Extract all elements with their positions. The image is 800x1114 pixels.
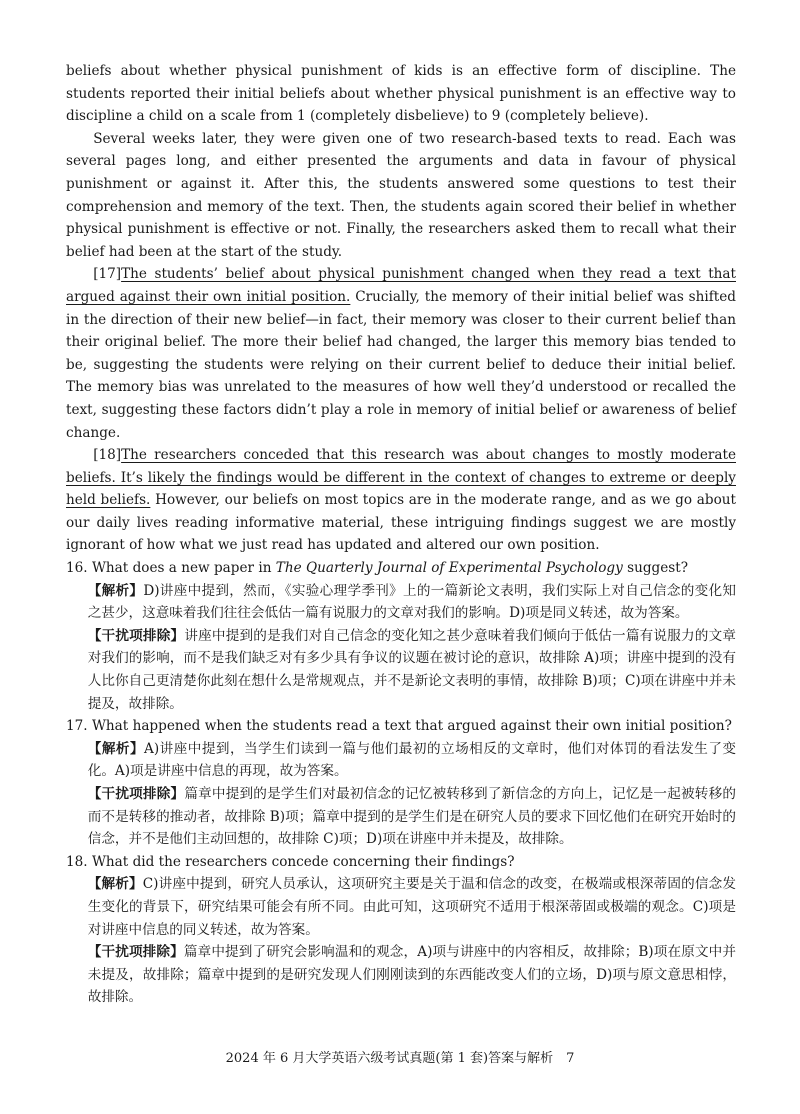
distractor-18	[66, 941, 736, 1009]
distractor-text: 讲座中提到的是我们对自己信念的变化知之甚少意味着我们倾向于低估一篇有说服力的文章对我们的影响，而不是我们缺乏对有多少具有争议的议题在被讨论的意识，故排除 A)项；讲座中提到的没有人比你自己更清楚你此刻在想什么是常规观点，并不是新论文表明的事情，故排除 B)项；C)项在讲座中并未提及，故排除。	[87, 627, 736, 712]
analysis-tag: 【解析】	[87, 582, 144, 599]
analysis-text: C)讲座中提到，研究人员承认，这项研究主要是关于温和信念的改变，在极端或根深蒂固的信念发生变化的背景下，研究结果可能会有所不同。由此可知，这项研究不适用于根深蒂固或极端的观念。C)项是对讲座中信息的同义转述，故为答案。	[87, 876, 737, 938]
question-marker-18: [18]	[93, 447, 122, 464]
passage-paragraph-1: beliefs about whether physical punishment of kids is an effective form of discipline. The students reported their initial beliefs about whether physical punishment is an effective way to discipline a child on a scale from 1 (completely disbelieve) to 9 (completely believe).	[66, 63, 736, 125]
distractor-tag: 【干扰项排除】	[87, 627, 185, 644]
distractor-16	[66, 625, 736, 715]
page-footer: 2024 年 6 月大学英语六级考试真题(第 1 套)答案与解析 7	[225, 1051, 575, 1066]
question-16	[66, 557, 736, 580]
question-text: What happened when the students read a text that argued against their own initial position?	[91, 718, 732, 735]
passage-paragraph-3	[66, 263, 736, 444]
question-text-end: suggest?	[622, 560, 689, 577]
question-text: What did the researchers concede concerning their findings?	[91, 853, 515, 870]
analysis-16	[66, 580, 736, 625]
analysis-17	[66, 738, 736, 783]
distractor-tag: 【干扰项排除】	[87, 944, 184, 961]
journal-title: The Quarterly Journal of Experimental Psychology	[275, 560, 623, 577]
distractor-text: 篇章中提到了研究会影响温和的观念，A)项与讲座中的内容相反，故排除；B)项在原文中并未提及，故排除；篇章中提到的是研究发现人们刚刚读到的东西能改变人们的立场，D)项与原文意思相悖，故排除。	[87, 944, 736, 1006]
question-number: 17.	[66, 718, 88, 735]
analysis-text: A)讲座中提到，当学生们读到一篇与他们最初的立场相反的文章时，他们对体罚的看法发生了变化。A)项是讲座中信息的再现，故为答案。	[87, 740, 736, 780]
question-18	[66, 851, 736, 874]
underlined-answer-sentence-17: The students’ belief about physical punishment changed when they read a text that argued against their own initial position.	[66, 266, 736, 305]
underlined-answer-sentence-18: The researchers conceded that this research was about changes to mostly moderate beliefs. It’s likely the findings would be different in the context of changes to extreme or deeply held beliefs.	[66, 447, 736, 509]
page-content	[66, 60, 736, 1009]
analysis-text: D)讲座中提到，然而，《实验心理学季刊》上的一篇新论文表明，我们实际上对自己信念的变化知之甚少，这意味着我们往往会低估一篇有说服力的文章对我们的影响。D)项是同义转述，故为答案。	[87, 582, 737, 622]
question-marker-17: [17]	[93, 266, 122, 283]
distractor-17	[66, 783, 736, 851]
passage-paragraph-2: Several weeks later, they were given one of two research-based texts to read. Each was several pages long, and either presented the arguments and data in favour of physical punishment or against it. After this, the students answered some questions to test their comprehension and memory of the text. Then, the students again scored their belief in whether physical punishment is effective or not. Finally, the researchers asked them to recall what their belief had been at the start of the study.	[66, 130, 736, 260]
question-17	[66, 715, 736, 738]
question-text: What does a new paper in	[91, 560, 276, 577]
distractor-text: 篇章中提到的是学生们对最初信念的记忆被转移到了新信念的方向上，记忆是一起被转移的而不是转移的推动者，故排除 B)项；篇章中提到的是学生们是在研究人员的要求下回忆他们在研究开始时的信念，并不是他们主动回想的，故排除 C)项；D)项在讲座中并未提及，故排除。	[87, 786, 736, 848]
passage-paragraph-3-rest: Crucially, the memory of their initial belief was shifted in the direction of their new belief—in fact, their memory was closer to their current belief than their original belief. The more their belief had changed, the larger this memory bias tended to be, suggesting the students were relying on their current belief to deduce their initial belief. The memory bias was unrelated to the measures of how well they’d understood or recalled the text, suggesting these factors didn’t play a role in memory of initial belief or awareness of belief change.	[66, 288, 736, 441]
analysis-tag: 【解析】	[87, 876, 143, 893]
analysis-tag: 【解析】	[87, 740, 145, 757]
analysis-18	[66, 873, 736, 941]
question-number: 16.	[66, 560, 88, 577]
passage-paragraph-4-rest: However, our beliefs on most topics are in the moderate range, and as we go about our daily lives reading informative material, these intriguing findings suggest we are mostly ignorant of how what we just read has updated and altered our own position.	[66, 492, 736, 554]
passage-paragraph-4	[66, 444, 736, 557]
question-number: 18.	[66, 853, 88, 870]
distractor-tag: 【干扰项排除】	[87, 786, 185, 802]
